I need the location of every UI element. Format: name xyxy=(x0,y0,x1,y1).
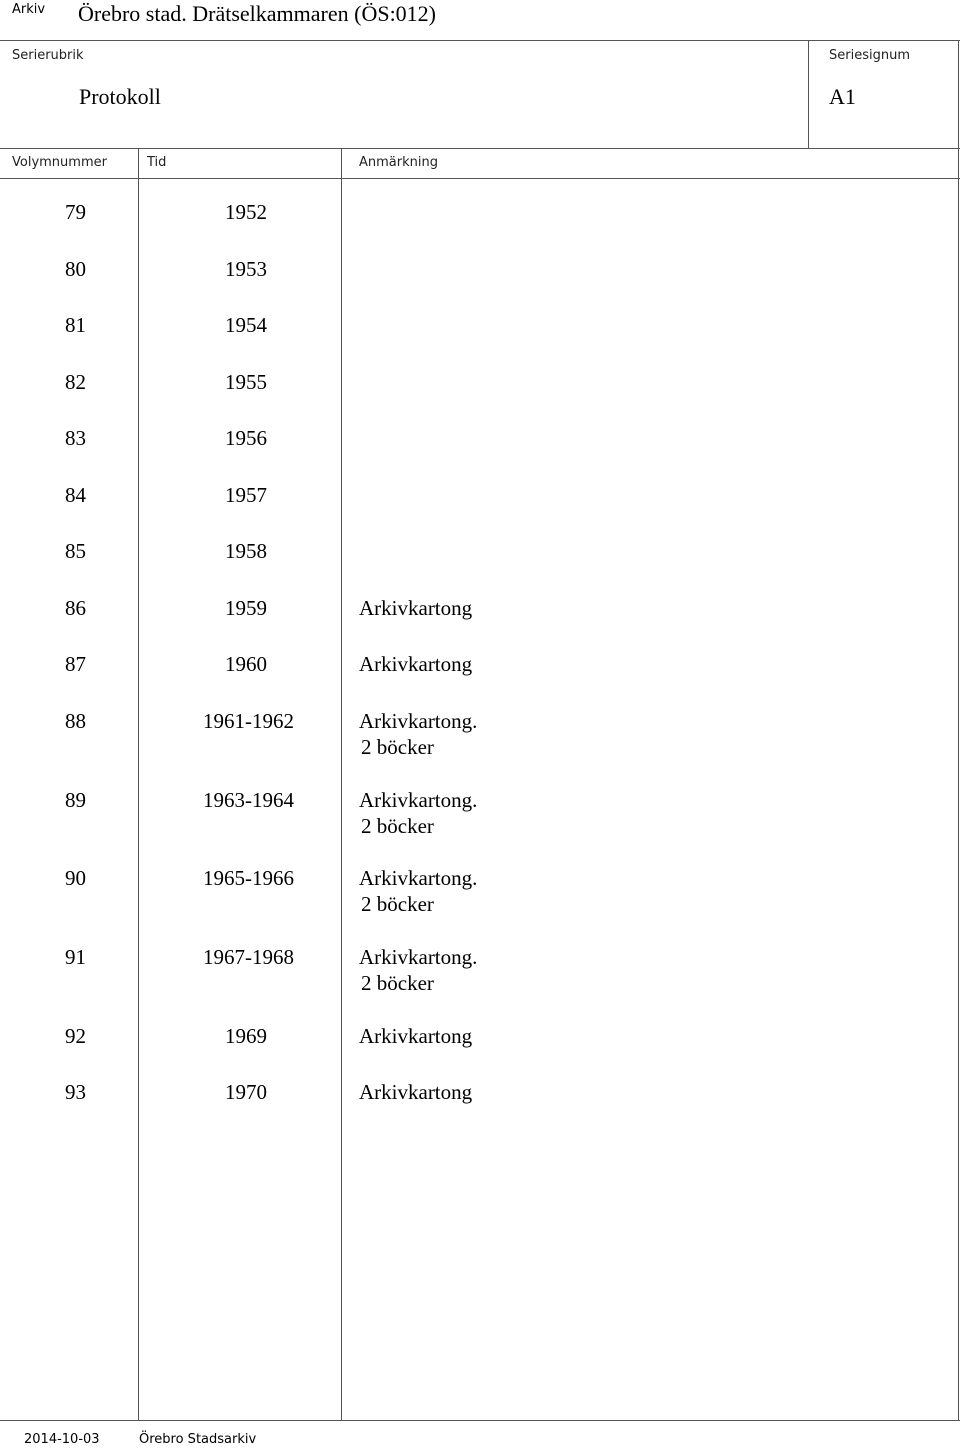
table-row xyxy=(0,256,960,312)
table-row xyxy=(0,595,960,651)
table-row xyxy=(0,787,960,843)
serierubrik-label: Serierubrik xyxy=(12,48,84,63)
table-row xyxy=(0,1079,960,1135)
volume-number: 84 xyxy=(65,483,86,507)
time-period: 1956 xyxy=(225,426,267,450)
volume-number: 87 xyxy=(65,652,86,676)
time-period: 1970 xyxy=(225,1080,267,1104)
volume-number: 88 xyxy=(65,709,86,733)
table-row xyxy=(0,482,960,538)
divider xyxy=(0,148,960,149)
volume-number: 79 xyxy=(65,200,86,224)
table-row xyxy=(0,199,960,255)
remark-line-2: 2 böcker xyxy=(361,892,434,916)
volume-number: 80 xyxy=(65,257,86,281)
volume-number: 92 xyxy=(65,1024,86,1048)
seriesignum-value: A1 xyxy=(829,84,856,109)
remark xyxy=(359,865,477,917)
serierubrik-value: Protokoll xyxy=(79,84,161,109)
footer-organization: Örebro Stadsarkiv xyxy=(139,1432,257,1447)
time-period: 1969 xyxy=(225,1024,267,1048)
table-row xyxy=(0,312,960,368)
arkiv-label: Arkiv xyxy=(12,2,46,17)
remark xyxy=(359,944,477,996)
remark: Arkivkartong xyxy=(359,596,473,620)
table-row xyxy=(0,865,960,921)
time-period: 1961-1962 xyxy=(203,709,294,733)
table-row xyxy=(0,425,960,481)
remark-line-1: Arkivkartong. xyxy=(359,866,478,890)
column-header-volymnummer: Volymnummer xyxy=(12,155,107,170)
column-header-tid: Tid xyxy=(147,155,167,170)
remark: Arkivkartong xyxy=(359,1024,473,1048)
time-period: 1958 xyxy=(225,539,267,563)
volume-number: 86 xyxy=(65,596,86,620)
volume-number: 90 xyxy=(65,866,86,890)
divider xyxy=(0,40,960,41)
footer-date: 2014-10-03 xyxy=(24,1432,100,1447)
remark-line-1: Arkivkartong. xyxy=(359,788,478,812)
time-period: 1967-1968 xyxy=(203,945,294,969)
time-period: 1965-1966 xyxy=(203,866,294,890)
time-period: 1953 xyxy=(225,257,267,281)
time-period: 1959 xyxy=(225,596,267,620)
volume-number: 85 xyxy=(65,539,86,563)
time-period: 1955 xyxy=(225,370,267,394)
table-row xyxy=(0,538,960,594)
remark: Arkivkartong xyxy=(359,1080,473,1104)
remark: Arkivkartong xyxy=(359,652,473,676)
time-period: 1960 xyxy=(225,652,267,676)
divider xyxy=(808,40,809,148)
remark-line-1: Arkivkartong. xyxy=(359,709,478,733)
time-period: 1954 xyxy=(225,313,267,337)
remark xyxy=(359,787,477,839)
time-period: 1963-1964 xyxy=(203,788,294,812)
remark xyxy=(359,708,477,760)
volume-number: 93 xyxy=(65,1080,86,1104)
volume-number: 82 xyxy=(65,370,86,394)
divider xyxy=(0,178,960,179)
remark-line-2: 2 böcker xyxy=(361,814,434,838)
seriesignum-label: Seriesignum xyxy=(829,48,910,63)
volume-number: 91 xyxy=(65,945,86,969)
table-row xyxy=(0,944,960,1000)
volume-number: 89 xyxy=(65,788,86,812)
table-row xyxy=(0,1023,960,1079)
table-row xyxy=(0,708,960,764)
archive-title: Örebro stad. Drätselkammaren (ÖS:012) xyxy=(78,1,437,26)
volume-number: 81 xyxy=(65,313,86,337)
remark-line-1: Arkivkartong. xyxy=(359,945,478,969)
table-row xyxy=(0,651,960,707)
volume-number: 83 xyxy=(65,426,86,450)
remark-line-2: 2 böcker xyxy=(361,735,434,759)
column-header-anmarkning: Anmärkning xyxy=(359,155,438,170)
time-period: 1957 xyxy=(225,483,267,507)
time-period: 1952 xyxy=(225,200,267,224)
divider xyxy=(0,1420,960,1421)
remark-line-2: 2 böcker xyxy=(361,971,434,995)
table-row xyxy=(0,369,960,425)
